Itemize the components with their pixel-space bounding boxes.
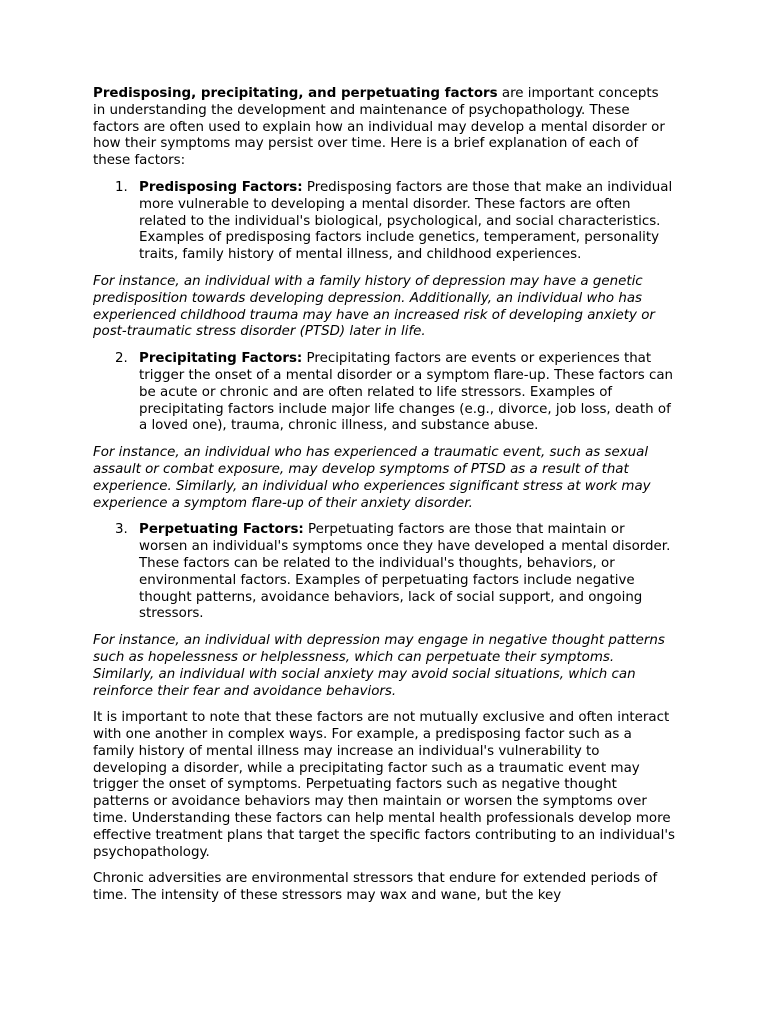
factor-list-3 <box>93 522 675 623</box>
intro-paragraph <box>93 86 675 170</box>
chronic-adversities-paragraph: Chronic adversities are environmental stressors that endure for extended periods of time. The intensity of these stressors may wax and wane, but the key <box>93 871 658 904</box>
list-number: 3. <box>115 522 128 538</box>
factor-title: Predisposing Factors: <box>139 179 303 195</box>
list-number: 2. <box>115 351 128 367</box>
intro-bold-term: Predisposing, precipitating, and perpetuating factors <box>93 86 498 101</box>
factor-text: Predisposing factors are those that make an individual more vulnerable to developing a mental disorder. These factors are often related to the individual's biological, psychological, and social characteristics. Examples of predisposing factors include genetics, temperament, personality traits, family history of mental illness, and childhood experiences. <box>139 179 673 263</box>
intro-text: are important concepts in understanding the development and maintenance of psychopathology. These factors are often used to explain how an individual may develop a mental disorder or how their symptoms may persist over time. Here is a brief explanation of each of these factors: <box>93 86 665 169</box>
example-paragraph-precipitating: For instance, an individual who has experienced a traumatic event, such as sexual assault or combat exposure, may develop symptoms of PTSD as a result of that experience. Similarly, an individual who experiences significant stress at work may experience a symptom flare-up of their anxiety disorder. <box>93 445 651 511</box>
document-page <box>93 86 675 915</box>
factor-item-perpetuating <box>93 522 675 623</box>
example-paragraph-predisposing: For instance, an individual with a family history of depression may have a genetic predisposition towards developing depression. Additionally, an individual who has experienced childhood trauma may have an increased risk of developing anxiety or post-traumatic stress disorder (PTSD) later in life. <box>93 273 655 340</box>
factor-item-predisposing <box>93 180 675 264</box>
factor-list-2 <box>93 351 675 435</box>
conclusion-paragraph: It is important to note that these factors are not mutually exclusive and often interact with one another in complex ways. For example, a predisposing factor such as a family history of mental illness may increase an individual's vulnerability to developing a disorder, while a precipitating factor such as a traumatic event may trigger the onset of symptoms. Perpetuating factors such as negative thought patterns or avoidance behaviors may then maintain or worsen the symptoms over time. Understanding these factors can help mental health professionals develop more effective treatment plans that target the specific factors contributing to an individual's psychopathology. <box>93 710 676 860</box>
list-number: 1. <box>115 179 128 195</box>
example-paragraph-perpetuating: For instance, an individual with depression may engage in negative thought patterns such as hopelessness or helplessness, which can perpetuate their symptoms. Similarly, an individual with social anxiety may avoid social situations, which can reinforce their fear and avoidance behaviors. <box>93 633 665 699</box>
factor-title: Precipitating Factors: <box>139 351 303 367</box>
factor-list-1 <box>93 180 675 264</box>
factor-title: Perpetuating Factors: <box>139 522 304 538</box>
factor-item-precipitating <box>93 351 675 435</box>
factor-text: Precipitating factors are events or experiences that trigger the onset of a mental disorder or a symptom flare-up. These factors can be acute or chronic and are often related to life stressors. Examples of precipitating factors include major life changes (e.g., divorce, job loss, death of a loved one), trauma, chronic illness, and substance abuse. <box>139 351 674 434</box>
factor-text: Perpetuating factors are those that maintain or worsen an individual's symptoms once they have developed a mental disorder. These factors can be related to the individual's thoughts, behaviors, or environmental factors. Examples of perpetuating factors include negative thought patterns, avoidance behaviors, lack of social support, and ongoing stressors. <box>139 522 671 622</box>
